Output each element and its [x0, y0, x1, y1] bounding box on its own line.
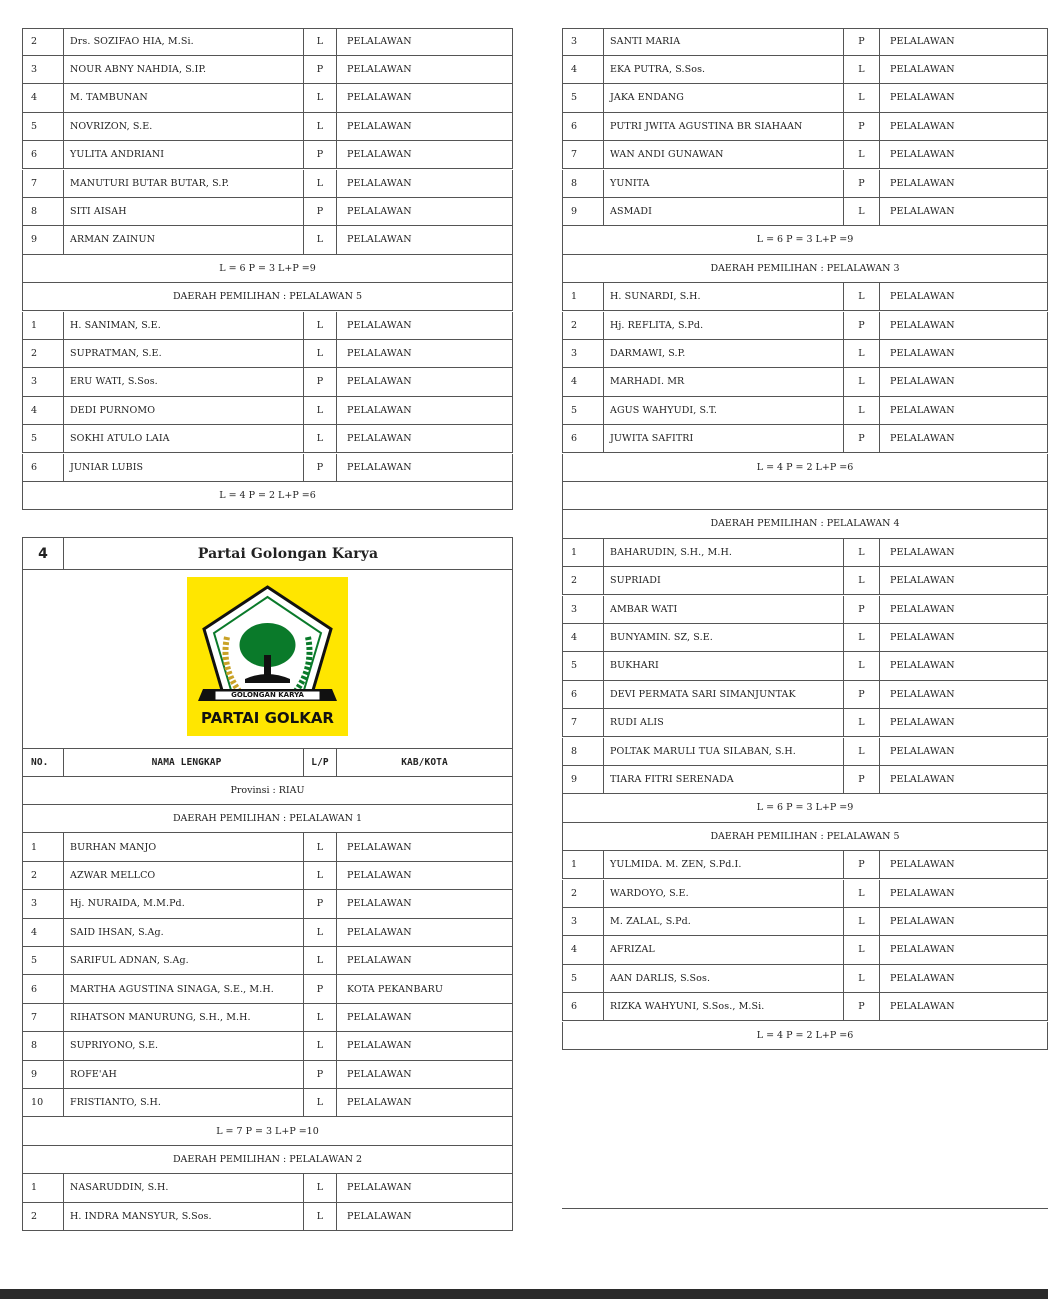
- regency: PELALAWAN: [336, 890, 512, 917]
- candidate-name: NASARUDDIN, S.H.: [63, 1174, 303, 1201]
- candidate-name: ERU WATI, S.Sos.: [63, 368, 303, 395]
- candidate-name: H. INDRA MANSYUR, S.Sos.: [63, 1203, 303, 1230]
- table-row: [562, 198, 1048, 226]
- row-number: 10: [31, 1097, 44, 1109]
- row-number: 8: [571, 177, 578, 189]
- row-number: 5: [31, 955, 38, 967]
- table-row: [562, 84, 1048, 112]
- row-number: 1: [31, 319, 38, 331]
- table-row: [562, 113, 1048, 141]
- gender: L: [303, 170, 336, 197]
- dapil-title: DAERAH PEMILIHAN : PELALAWAN 1: [22, 805, 513, 833]
- gender: L: [303, 340, 336, 367]
- gender: L: [303, 1032, 336, 1059]
- candidate-name: BUNYAMIN. SZ, S.E.: [603, 624, 843, 651]
- table-row: [22, 226, 513, 254]
- regency: PELALAWAN: [879, 652, 1047, 679]
- dapil-summary: L = 7 P = 3 L+P =10: [22, 1117, 513, 1145]
- row-number: 7: [571, 149, 578, 161]
- table-row: [22, 890, 513, 918]
- row-number: 4: [31, 92, 38, 104]
- table-row: [562, 397, 1048, 425]
- gender: P: [303, 56, 336, 83]
- header-name: NAMA LENGKAP: [63, 749, 303, 776]
- regency: PELALAWAN: [336, 1061, 512, 1088]
- candidate-name: JUNIAR LUBIS: [63, 454, 303, 481]
- table-row: [22, 1061, 513, 1089]
- regency: PELALAWAN: [336, 226, 512, 253]
- regency: PELALAWAN: [336, 84, 512, 111]
- candidate-name: WARDOYO, S.E.: [603, 880, 843, 907]
- table-row: [562, 340, 1048, 368]
- table-row: [22, 113, 513, 141]
- candidate-name: ROFE'AH: [63, 1061, 303, 1088]
- regency: PELALAWAN: [879, 936, 1047, 963]
- logo-banner-text: GOLONGAN KARYA: [231, 691, 304, 699]
- candidate-name: SUPRIYONO, S.E.: [63, 1032, 303, 1059]
- row-number: 8: [571, 745, 578, 757]
- table-row: [562, 596, 1048, 624]
- candidate-name: BAHARUDIN, S.H., M.H.: [603, 539, 843, 566]
- candidate-name: RIZKA WAHYUNI, S.Sos., M.Si.: [603, 993, 843, 1020]
- table-row: [562, 141, 1048, 169]
- regency: PELALAWAN: [879, 766, 1047, 793]
- table-row: [22, 1089, 513, 1117]
- header-no: NO.: [31, 757, 49, 768]
- gender: L: [303, 397, 336, 424]
- gender: P: [303, 141, 336, 168]
- table-row: [562, 567, 1048, 595]
- gender: L: [843, 738, 879, 765]
- regency: PELALAWAN: [336, 340, 512, 367]
- table-row: [22, 425, 513, 453]
- logo-title-text: PARTAI GOLKAR: [201, 709, 334, 727]
- row-number: 6: [31, 983, 38, 995]
- candidate-name: YULMIDA. M. ZEN, S.Pd.I.: [603, 851, 843, 878]
- table-row: [22, 141, 513, 169]
- candidate-name: SUPRIADI: [603, 567, 843, 594]
- gender: P: [303, 368, 336, 395]
- row-number: 7: [571, 717, 578, 729]
- row-number: 3: [571, 36, 578, 48]
- gender: L: [303, 226, 336, 253]
- table-row: [22, 312, 513, 340]
- regency: PELALAWAN: [879, 368, 1047, 395]
- gender: P: [843, 681, 879, 708]
- regency: PELALAWAN: [336, 1004, 512, 1031]
- regency: PELALAWAN: [879, 29, 1047, 55]
- row-number: 5: [571, 972, 578, 984]
- regency: PELALAWAN: [336, 29, 512, 55]
- candidate-name: Hj. NURAIDA, M.M.Pd.: [63, 890, 303, 917]
- table-row: [22, 833, 513, 861]
- candidate-name: MARHADI. MR: [603, 368, 843, 395]
- gender: L: [843, 56, 879, 83]
- row-number: 5: [31, 433, 38, 445]
- regency: PELALAWAN: [879, 56, 1047, 83]
- regency: PELALAWAN: [879, 340, 1047, 367]
- candidate-name: BUKHARI: [603, 652, 843, 679]
- gender: L: [303, 1174, 336, 1201]
- gender: L: [303, 833, 336, 860]
- row-number: 5: [571, 92, 578, 104]
- gender: L: [303, 312, 336, 339]
- candidate-name: RUDI ALIS: [603, 709, 843, 736]
- regency: PELALAWAN: [336, 141, 512, 168]
- row-number: 4: [571, 376, 578, 388]
- candidate-name: DARMAWI, S.P.: [603, 340, 843, 367]
- row-number: 8: [31, 1040, 38, 1052]
- regency: PELALAWAN: [336, 170, 512, 197]
- candidate-name: YUNITA: [603, 170, 843, 197]
- regency: PELALAWAN: [336, 1174, 512, 1201]
- gender: L: [303, 1089, 336, 1116]
- gender: L: [843, 652, 879, 679]
- candidate-name: TIARA FITRI SERENADA: [603, 766, 843, 793]
- regency: PELALAWAN: [879, 198, 1047, 225]
- table-row: [22, 975, 513, 1003]
- table-row: [22, 947, 513, 975]
- dapil-title: DAERAH PEMILIHAN : PELALAWAN 4: [562, 510, 1048, 538]
- candidate-name: DEVI PERMATA SARI SIMANJUNTAK: [603, 681, 843, 708]
- regency: PELALAWAN: [336, 56, 512, 83]
- table-row: [562, 368, 1048, 396]
- candidate-name: H. SUNARDI, S.H.: [603, 283, 843, 310]
- candidate-name: POLTAK MARULI TUA SILABAN, S.H.: [603, 738, 843, 765]
- gender: L: [843, 368, 879, 395]
- table-row: [22, 919, 513, 947]
- regency: PELALAWAN: [879, 312, 1047, 339]
- dapil-title: DAERAH PEMILIHAN : PELALAWAN 5: [22, 283, 513, 311]
- dapil-title: DAERAH PEMILIHAN : PELALAWAN 5: [562, 823, 1048, 851]
- candidate-name: Drs. SOZIFAO HIA, M.Si.: [63, 29, 303, 55]
- header-kab: KAB/KOTA: [336, 749, 512, 776]
- table-row: [562, 170, 1048, 198]
- dapil-summary: L = 6 P = 3 L+P =9: [562, 794, 1048, 822]
- table-row: [562, 425, 1048, 453]
- row-number: 4: [571, 632, 578, 644]
- candidate-name: SARIFUL ADNAN, S.Ag.: [63, 947, 303, 974]
- regency: PELALAWAN: [879, 567, 1047, 594]
- row-number: 5: [571, 660, 578, 672]
- candidate-name: SANTI MARIA: [603, 29, 843, 55]
- row-number: 4: [571, 944, 578, 956]
- gender: P: [843, 766, 879, 793]
- candidate-name: SITI AISAH: [63, 198, 303, 225]
- candidate-name: AAN DARLIS, S.Sos.: [603, 965, 843, 992]
- gender: L: [843, 539, 879, 566]
- regency: PELALAWAN: [879, 596, 1047, 623]
- gender: L: [303, 113, 336, 140]
- gender: P: [303, 454, 336, 481]
- header-lp: L/P: [303, 749, 336, 776]
- candidate-name: RIHATSON MANURUNG, S.H., M.H.: [63, 1004, 303, 1031]
- row-number: 4: [571, 64, 578, 76]
- row-number: 3: [31, 64, 38, 76]
- regency: PELALAWAN: [336, 919, 512, 946]
- regency: PELALAWAN: [879, 993, 1047, 1020]
- regency: PELALAWAN: [336, 397, 512, 424]
- row-number: 1: [31, 1182, 38, 1194]
- regency: PELALAWAN: [879, 681, 1047, 708]
- regency: PELALAWAN: [879, 624, 1047, 651]
- candidate-name: ARMAN ZAINUN: [63, 226, 303, 253]
- table-row: [22, 84, 513, 112]
- candidate-name: AMBAR WATI: [603, 596, 843, 623]
- dapil-summary: L = 4 P = 2 L+P =6: [562, 454, 1048, 482]
- party-header: [22, 537, 513, 570]
- candidate-name: SAID IHSAN, S.Ag.: [63, 919, 303, 946]
- dapil-title: DAERAH PEMILIHAN : PELALAWAN 3: [562, 255, 1048, 283]
- regency: PELALAWAN: [336, 312, 512, 339]
- table-row: [22, 28, 513, 56]
- table-row: [562, 851, 1048, 879]
- table-row: [562, 28, 1048, 56]
- gender: L: [843, 624, 879, 651]
- gender: P: [843, 596, 879, 623]
- gender: P: [843, 851, 879, 878]
- row-number: 9: [571, 774, 578, 786]
- candidate-name: M. TAMBUNAN: [63, 84, 303, 111]
- candidate-name: M. ZALAL, S.Pd.: [603, 908, 843, 935]
- regency: PELALAWAN: [879, 965, 1047, 992]
- regency: PELALAWAN: [879, 170, 1047, 197]
- gender: L: [303, 29, 336, 55]
- gender: L: [303, 1203, 336, 1230]
- candidate-name: YULITA ANDRIANI: [63, 141, 303, 168]
- gender: P: [843, 29, 879, 55]
- row-number: 4: [31, 404, 38, 416]
- table-row: [562, 936, 1048, 964]
- gender: L: [843, 965, 879, 992]
- gender: L: [843, 936, 879, 963]
- table-row: [562, 993, 1048, 1021]
- regency: PELALAWAN: [879, 851, 1047, 878]
- party-name: Partai Golongan Karya: [63, 538, 512, 569]
- candidate-name: H. SANIMAN, S.E.: [63, 312, 303, 339]
- gender: P: [303, 975, 336, 1002]
- column-header: [22, 749, 513, 777]
- candidate-name: NOUR ABNY NAHDIA, S.IP.: [63, 56, 303, 83]
- table-row: [562, 908, 1048, 936]
- row-number: 7: [31, 1011, 38, 1023]
- candidate-name: EKA PUTRA, S.Sos.: [603, 56, 843, 83]
- regency: PELALAWAN: [336, 425, 512, 452]
- signature-line: [562, 1208, 1048, 1209]
- row-number: 9: [571, 206, 578, 218]
- golkar-logo: [187, 577, 348, 736]
- row-number: 1: [571, 546, 578, 558]
- candidate-name: MARTHA AGUSTINA SINAGA, S.E., M.H.: [63, 975, 303, 1002]
- gender: L: [303, 1004, 336, 1031]
- row-number: 6: [31, 461, 38, 473]
- candidate-name: DEDI PURNOMO: [63, 397, 303, 424]
- bottom-bar: [0, 1289, 1048, 1299]
- table-row: [562, 539, 1048, 567]
- candidate-name: NOVRIZON, S.E.: [63, 113, 303, 140]
- gender: L: [843, 340, 879, 367]
- candidate-name: PUTRI JWITA AGUSTINA BR SIAHAAN: [603, 113, 843, 140]
- regency: PELALAWAN: [879, 539, 1047, 566]
- regency: PELALAWAN: [879, 880, 1047, 907]
- gender: P: [843, 312, 879, 339]
- regency: PELALAWAN: [336, 1203, 512, 1230]
- table-row: [22, 340, 513, 368]
- regency: PELALAWAN: [336, 862, 512, 889]
- table-row: [562, 56, 1048, 84]
- gender: P: [843, 425, 879, 452]
- row-number: 2: [31, 869, 38, 881]
- table-row: [22, 56, 513, 84]
- party-logo-box: [22, 570, 513, 749]
- gender: P: [303, 1061, 336, 1088]
- row-number: 2: [31, 36, 38, 48]
- table-row: [22, 1174, 513, 1202]
- gender: L: [303, 947, 336, 974]
- table-row: [562, 624, 1048, 652]
- row-number: 9: [31, 234, 38, 246]
- candidate-name: JUWITA SAFITRI: [603, 425, 843, 452]
- gender: L: [303, 425, 336, 452]
- candidate-name: SUPRATMAN, S.E.: [63, 340, 303, 367]
- row-number: 5: [31, 120, 38, 132]
- regency: PELALAWAN: [336, 947, 512, 974]
- gender: P: [303, 198, 336, 225]
- gender: P: [843, 113, 879, 140]
- row-number: 2: [31, 348, 38, 360]
- row-number: 1: [571, 859, 578, 871]
- provinsi-label: Provinsi : RIAU: [22, 777, 513, 805]
- row-number: 3: [571, 348, 578, 360]
- regency: PELALAWAN: [879, 113, 1047, 140]
- regency: PELALAWAN: [879, 908, 1047, 935]
- party-number: 4: [38, 545, 48, 562]
- regency: PELALAWAN: [336, 1032, 512, 1059]
- table-row: [22, 454, 513, 482]
- gender: P: [843, 993, 879, 1020]
- table-row: [22, 1004, 513, 1032]
- candidate-name: Hj. REFLITA, S.Pd.: [603, 312, 843, 339]
- gender: L: [843, 908, 879, 935]
- row-number: 3: [571, 916, 578, 928]
- gender: P: [303, 890, 336, 917]
- regency: PELALAWAN: [336, 368, 512, 395]
- row-number: 3: [571, 603, 578, 615]
- candidate-name: WAN ANDI GUNAWAN: [603, 141, 843, 168]
- regency: PELALAWAN: [879, 141, 1047, 168]
- candidate-name: FRISTIANTO, S.H.: [63, 1089, 303, 1116]
- candidate-name: BURHAN MANJO: [63, 833, 303, 860]
- candidate-name: SOKHI ATULO LAIA: [63, 425, 303, 452]
- row-number: 2: [571, 575, 578, 587]
- regency: KOTA PEKANBARU: [336, 975, 512, 1002]
- row-number: 6: [571, 120, 578, 132]
- regency: PELALAWAN: [336, 454, 512, 481]
- regency: PELALAWAN: [336, 113, 512, 140]
- gender: L: [843, 397, 879, 424]
- table-row: [562, 681, 1048, 709]
- table-row: [22, 198, 513, 226]
- gender: L: [843, 198, 879, 225]
- row-number: 6: [571, 688, 578, 700]
- dapil-summary: L = 6 P = 3 L+P =9: [562, 226, 1048, 254]
- gender: P: [843, 170, 879, 197]
- regency: PELALAWAN: [879, 283, 1047, 310]
- row-number: 6: [571, 1001, 578, 1013]
- row-number: 7: [31, 177, 38, 189]
- gender: L: [843, 283, 879, 310]
- table-row: [22, 1203, 513, 1231]
- row-number: 8: [31, 206, 38, 218]
- row-number: 2: [571, 887, 578, 899]
- gender: L: [843, 84, 879, 111]
- gender: L: [843, 709, 879, 736]
- row-number: 1: [571, 291, 578, 303]
- regency: PELALAWAN: [879, 738, 1047, 765]
- regency: PELALAWAN: [336, 198, 512, 225]
- table-row: [22, 397, 513, 425]
- row-number: 2: [571, 319, 578, 331]
- candidate-name: AGUS WAHYUDI, S.T.: [603, 397, 843, 424]
- candidate-name: AFRIZAL: [603, 936, 843, 963]
- regency: PELALAWAN: [879, 84, 1047, 111]
- regency: PELALAWAN: [879, 425, 1047, 452]
- table-row: [562, 709, 1048, 737]
- regency: PELALAWAN: [879, 397, 1047, 424]
- regency: PELALAWAN: [879, 709, 1047, 736]
- candidate-name: AZWAR MELLCO: [63, 862, 303, 889]
- regency: PELALAWAN: [336, 833, 512, 860]
- gender: L: [303, 919, 336, 946]
- gender: L: [843, 880, 879, 907]
- row-number: 9: [31, 1068, 38, 1080]
- row-number: 3: [31, 376, 38, 388]
- table-row: [562, 766, 1048, 794]
- row-number: 5: [571, 404, 578, 416]
- table-row: [562, 880, 1048, 908]
- row-number: 6: [31, 149, 38, 161]
- candidate-name: ASMADI: [603, 198, 843, 225]
- candidate-name: MANUTURI BUTAR BUTAR, S.P.: [63, 170, 303, 197]
- dapil-summary: L = 4 P = 2 L+P =6: [562, 1022, 1048, 1050]
- gender: L: [303, 862, 336, 889]
- row-number: 2: [31, 1210, 38, 1222]
- table-row: [22, 170, 513, 198]
- gender: L: [843, 141, 879, 168]
- dapil-summary: L = 6 P = 3 L+P =9: [22, 255, 513, 283]
- dapil-title: DAERAH PEMILIHAN : PELALAWAN 2: [22, 1146, 513, 1174]
- dapil-summary: L = 4 P = 2 L+P =6: [22, 482, 513, 510]
- gender: L: [303, 84, 336, 111]
- regency: PELALAWAN: [336, 1089, 512, 1116]
- candidate-name: JAKA ENDANG: [603, 84, 843, 111]
- row-number: 4: [31, 926, 38, 938]
- table-row: [22, 368, 513, 396]
- table-row: [22, 862, 513, 890]
- table-row: [562, 965, 1048, 993]
- table-row: [22, 1032, 513, 1060]
- table-row: [562, 738, 1048, 766]
- table-row: [562, 312, 1048, 340]
- table-row: [562, 283, 1048, 311]
- empty-row: [562, 482, 1048, 510]
- table-row: [562, 652, 1048, 680]
- row-number: 1: [31, 841, 38, 853]
- gender: L: [843, 567, 879, 594]
- row-number: 6: [571, 433, 578, 445]
- row-number: 3: [31, 898, 38, 910]
